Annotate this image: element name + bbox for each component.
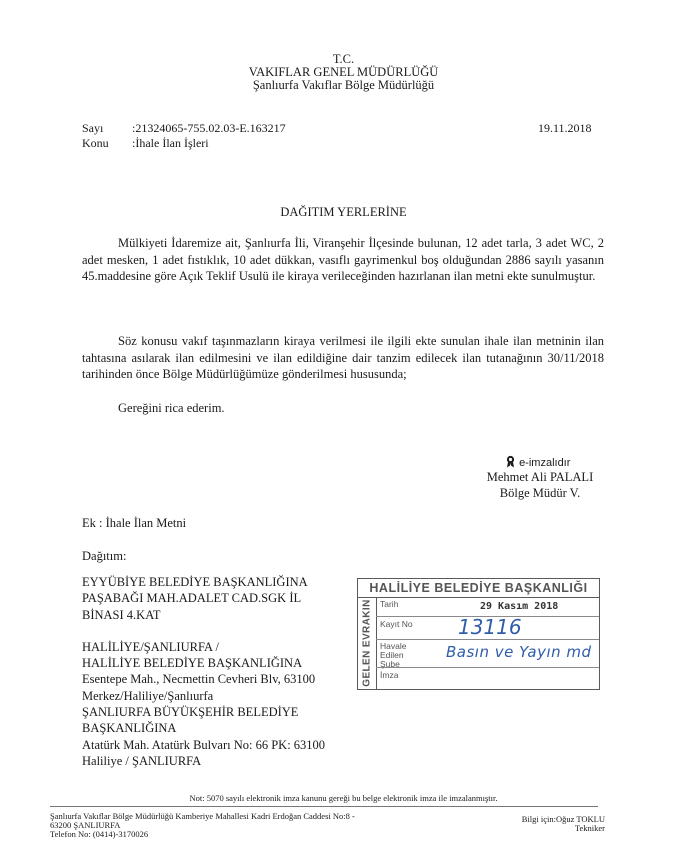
footer-rule	[50, 806, 598, 807]
stamp-date-label: Tarih	[380, 599, 399, 609]
distribution-list	[82, 574, 352, 769]
sayi-value: :21324065-755.02.03-E.163217	[132, 121, 286, 135]
footer-address-line: Şanlıurfa Vakıflar Bölge Müdürlüğü Kamberiye Mahallesi Kadri Erdoğan Caddesi No:8 -	[50, 811, 355, 821]
distribution-spacer	[82, 623, 352, 639]
footer-address	[50, 812, 355, 839]
distribution-line: Haliliye / ŞANLIURFA	[82, 753, 202, 768]
konu-label: Konu	[82, 136, 109, 150]
document-date: 19.11.2018	[538, 121, 592, 135]
stamp-title: HALİLİYE BELEDİYE BAŞKANLIĞI	[358, 579, 599, 598]
distribution-line: BAŞKANLIĞINA	[82, 721, 177, 736]
footer-info-title: Tekniker	[574, 823, 605, 833]
body-paragraph-3: Gereğini rica ederim.	[118, 401, 225, 415]
stamp-date-value: 29 Kasım 2018	[480, 601, 559, 612]
distribution-line: Merkez/Haliliye/Şanlıurfa	[82, 688, 214, 703]
distribution-line: Atatürk Mah. Atatürk Bulvarı No: 66 PK: 63100	[82, 737, 326, 752]
distribution-line: ŞANLIURFA BÜYÜKŞEHİR BELEDİYE	[82, 705, 299, 720]
ribbon-seal-icon	[505, 455, 516, 468]
incoming-stamp	[357, 578, 600, 690]
distribution-line: HALİLİYE BELEDİYE BAŞKANLIĞINA	[82, 656, 303, 671]
stamp-row-imza	[376, 668, 599, 688]
stamp-havale-label: Havale Edilen Şube	[380, 641, 407, 669]
stamp-kayit-label: Kayıt No	[380, 619, 413, 629]
distribution-line: BİNASI 4.KAT	[82, 607, 161, 622]
distribution-label: Dağıtım:	[82, 549, 127, 563]
footer-address-line: 63200 ŞANLIURFA	[50, 820, 121, 830]
distribution-line: PAŞABAĞI MAH.ADALET CAD.SGK İL	[82, 591, 302, 606]
e-signature-note: Not: 5070 sayılı elektronik imza kanunu gereği bu belge elektronik imza ile imzalanmıştır.	[189, 793, 498, 803]
body-paragraph-1: Mülkiyeti İdaremize ait, Şanlıurfa İli, Viranşehir İlçesinde bulunan, 12 adet tarla, 3 adet WC, 2 adet mesken, 1 adet fıstıklık, 10 adet dükkan, vasıflı gayrimenkul boş olduğundan 2886 sayılı yasanın 45.maddesine göre Açık Teklif Usulü ile kiraya verileceğinden hazırlanan ilan metni ekte sunulmuştur.	[82, 236, 604, 283]
header-tc: T.C.	[332, 52, 355, 66]
footer-info-name: Bilgi için:Oğuz TOKLU	[521, 814, 605, 824]
stamp-side-text: GELEN EVRAKIN	[361, 599, 373, 687]
body-paragraph-2: Söz konusu vakıf taşınmazların kiraya verilmesi ile ilgili ekte sunulan ihale ilan metninin ilan tahtasına asılarak ilan edilmesini ve ilan edildiğine dair tanzim edilecek ilan tutanağının 30/11/2018 tarihinden önce Bölge Müdürlüğümüze gönderilmesi hususunda;	[82, 334, 604, 381]
stamp-kayit-handwritten: 13116	[458, 615, 522, 639]
header-directorate: Şanlıurfa Vakıflar Bölge Müdürlüğü	[252, 78, 435, 92]
distribution-line: EYYÜBİYE BELEDİYE BAŞKANLIĞINA	[82, 575, 308, 589]
signatory-name: Mehmet Ali PALALI	[486, 470, 594, 484]
subject-heading: DAĞITIM YERLERİNE	[280, 205, 407, 219]
konu-row	[82, 136, 209, 151]
sayi-label: Sayı	[82, 121, 104, 135]
footer-address-line: Telefon No: (0414)-3170026	[50, 829, 149, 839]
distribution-line: HALİLİYE/ŞANLIURFA /	[82, 639, 219, 654]
attachment-line: Ek : İhale İlan Metni	[82, 516, 187, 530]
esign-label: e-imzalıdır	[519, 457, 571, 469]
konu-value: :İhale İlan İşleri	[132, 136, 209, 150]
distribution-line: Esentepe Mah., Necmettin Cevheri Blv, 63100	[82, 672, 316, 687]
footer-info	[497, 815, 605, 833]
esign-line	[505, 455, 570, 470]
sayi-row	[82, 121, 286, 136]
signatory-title: Bölge Müdür V.	[499, 486, 581, 500]
stamp-side-label	[358, 597, 377, 689]
stamp-havale-handwritten: Basın ve Yayın md	[446, 643, 592, 661]
stamp-imza-label: İmza	[380, 670, 399, 680]
header-institution: VAKIFLAR GENEL MÜDÜRLÜĞÜ	[248, 65, 439, 79]
